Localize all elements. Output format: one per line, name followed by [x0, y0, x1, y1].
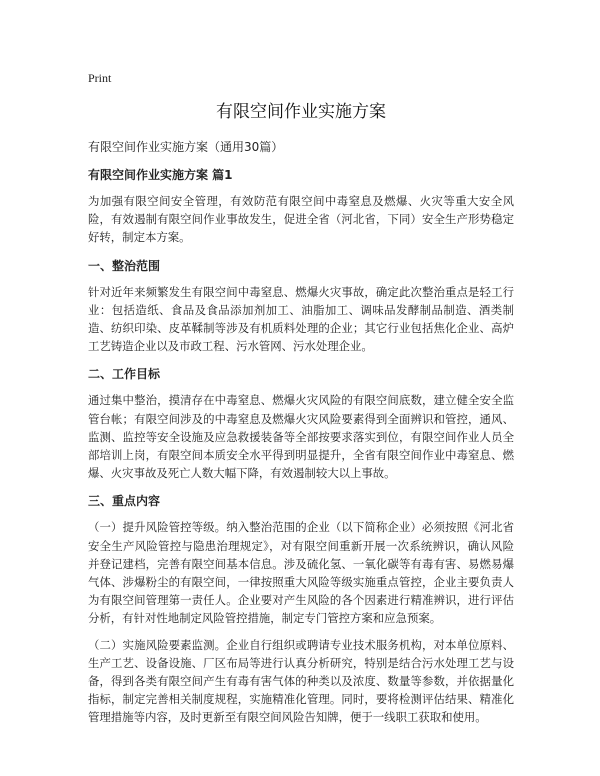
section-paragraph: （一）提升风险管控等级。纳入整治范围的企业（以下简称企业）必须按照《河北省安全生产风险管控与隐患治理规定》，对有限空间重新开展一次系统辨识，确认风险并登记建档，完善有限空间基本信息。涉及硫化氢、一氧化碳等有毒有害、易燃易爆气体、涉爆粉尘的有限空间，一律按照重大风险等级实施重点管控，企业主要负责人为有限空间管理第一责任人。企业要对产生风险的各个因素进行精准辨识，进行评估分析，有针对性地制定风险管控措施，制定专门管控方案和应急预案。 [88, 520, 514, 626]
section-heading-goals: 二、工作目标 [88, 367, 161, 382]
section-paragraph: 针对近年来频繁发生有限空间中毒窒息、燃爆火灾事故，确定此次整治重点是轻工行业：包括造纸、食品及食品添加剂加工、油脂加工、调味品发酵制品制造、酒类制造、纺织印染、皮革鞣制等涉及有机质料处理的企业；其它行业包括焦化企业、高炉工艺铸造企业以及市政工程、污水管网、污水处理企业。 [88, 284, 514, 354]
section-heading-scope: 一、整治范围 [88, 258, 161, 273]
section-paragraph: （二）实施风险要素监测。企业自行组织或聘请专业技术服务机构，对本单位原料、生产工艺、设备设施、厂区布局等进行认真分析研究，特别是结合污水处理工艺与设备，得到各类有限空间产生有毒有害气体的种类以及浓度、数量等参数，并依据量化指标，制定完善相关制度规程，实施精准化管理。同时，要将检测评估结果、精准化管理措施等内容，及时更新至有限空间风险告知牌，便于一线职工获取和使用。 [88, 637, 514, 725]
print-link[interactable]: Print [88, 71, 112, 85]
article-heading: 有限空间作业实施方案 篇1 [88, 168, 233, 182]
document-title: 有限空间作业实施方案 [216, 102, 386, 122]
section-paragraph: 通过集中整治，摸清存在中毒窒息、燃爆火灾风险的有限空间底数，建立健全安全监管台帐；有限空间涉及的中毒窒息及燃爆火灾风险要素得到全面辨识和管控，通风、监测、监控等安全设施及应急救援装备等全部按要求落实到位，有限空间作业人员全部培训上岗，有限空间本质安全水平得到明显提升，全省有限空间作业中毒窒息、燃爆、火灾事故及死亡人数大幅下降，有效遏制较大以上事故。 [88, 393, 514, 481]
document-subtitle: 有限空间作业实施方案（通用30篇） [88, 140, 284, 154]
section-heading-key-content: 三、重点内容 [88, 494, 161, 509]
intro-paragraph: 为加强有限空间安全管理，有效防范有限空间中毒窒息及燃爆、火灾等重大安全风险，有效遏制有限空间作业事故发生，促进全省（河北省，下同）安全生产形势稳定好转，制定本方案。 [88, 194, 514, 245]
